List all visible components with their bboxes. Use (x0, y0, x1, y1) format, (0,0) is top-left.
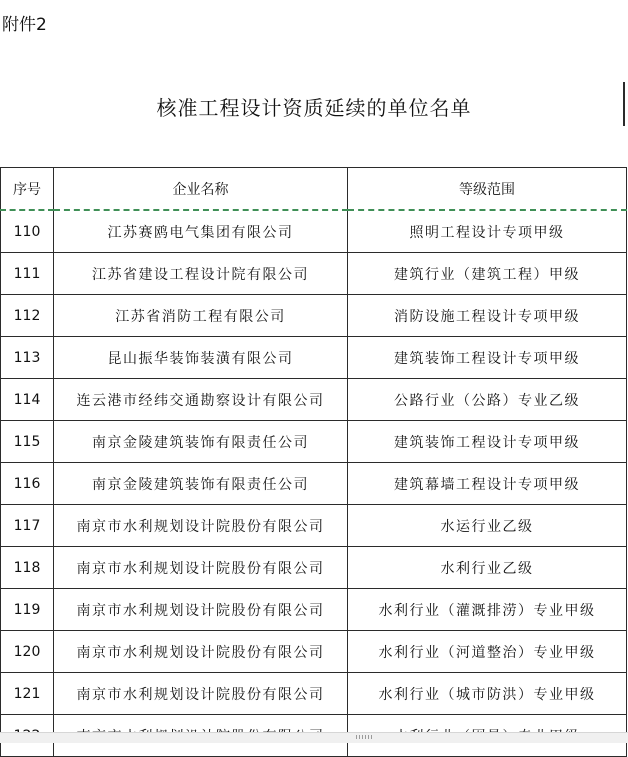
table-row (1, 589, 627, 631)
horizontal-scrollbar[interactable] (0, 732, 628, 743)
company-name: 南京市水利规划设计院股份有限公司 (54, 505, 348, 547)
row-number: 115 (1, 421, 54, 463)
company-table (0, 167, 627, 757)
document-title: 核准工程设计资质延续的单位名单 (156, 96, 472, 120)
company-name: 南京市水利规划设计院股份有限公司 (54, 547, 348, 589)
level-scope: 照明工程设计专项甲级 (348, 210, 627, 253)
table-row (1, 631, 627, 673)
row-number: 118 (1, 547, 54, 589)
table-row (1, 505, 627, 547)
text-cursor (623, 82, 625, 126)
company-name: 南京金陵建筑装饰有限责任公司 (54, 421, 348, 463)
company-name: 江苏省消防工程有限公司 (54, 295, 348, 337)
table-header-row (1, 168, 627, 211)
row-number: 116 (1, 463, 54, 505)
company-name: 江苏赛鸥电气集团有限公司 (54, 210, 348, 253)
row-number: 111 (1, 253, 54, 295)
company-name: 南京市水利规划设计院股份有限公司 (54, 673, 348, 715)
level-scope: 水利行业（河道整治）专业甲级 (348, 631, 627, 673)
row-number: 110 (1, 210, 54, 253)
table-row (1, 673, 627, 715)
level-scope: 水利行业（灌溉排涝）专业甲级 (348, 589, 627, 631)
header-company-name: 企业名称 (54, 168, 348, 211)
table-row (1, 295, 627, 337)
scrollbar-grip-icon[interactable] (356, 735, 372, 739)
row-number: 112 (1, 295, 54, 337)
row-number: 121 (1, 673, 54, 715)
level-scope: 消防设施工程设计专项甲级 (348, 295, 627, 337)
table-row (1, 421, 627, 463)
company-name: 连云港市经纬交通勘察设计有限公司 (54, 379, 348, 421)
level-scope: 建筑装饰工程设计专项甲级 (348, 421, 627, 463)
table-row (1, 463, 627, 505)
table-row (1, 210, 627, 253)
table-row (1, 379, 627, 421)
row-number: 117 (1, 505, 54, 547)
header-level-scope: 等级范围 (348, 168, 627, 211)
table-row (1, 547, 627, 589)
table-row (1, 337, 627, 379)
row-number: 114 (1, 379, 54, 421)
level-scope: 水利行业乙级 (348, 547, 627, 589)
level-scope: 建筑装饰工程设计专项甲级 (348, 337, 627, 379)
header-no: 序号 (1, 168, 54, 211)
company-name: 南京市水利规划设计院股份有限公司 (54, 589, 348, 631)
company-name: 昆山振华装饰装潢有限公司 (54, 337, 348, 379)
company-name: 南京市水利规划设计院股份有限公司 (54, 631, 348, 673)
company-name: 南京金陵建筑装饰有限责任公司 (54, 463, 348, 505)
level-scope: 建筑行业（建筑工程）甲级 (348, 253, 627, 295)
row-number: 113 (1, 337, 54, 379)
level-scope: 水运行业乙级 (348, 505, 627, 547)
level-scope: 建筑幕墙工程设计专项甲级 (348, 463, 627, 505)
row-number: 120 (1, 631, 54, 673)
attachment-label: 附件2 (2, 15, 47, 35)
level-scope: 水利行业（城市防洪）专业甲级 (348, 673, 627, 715)
company-name: 江苏省建设工程设计院有限公司 (54, 253, 348, 295)
table-row (1, 253, 627, 295)
level-scope: 公路行业（公路）专业乙级 (348, 379, 627, 421)
row-number: 119 (1, 589, 54, 631)
